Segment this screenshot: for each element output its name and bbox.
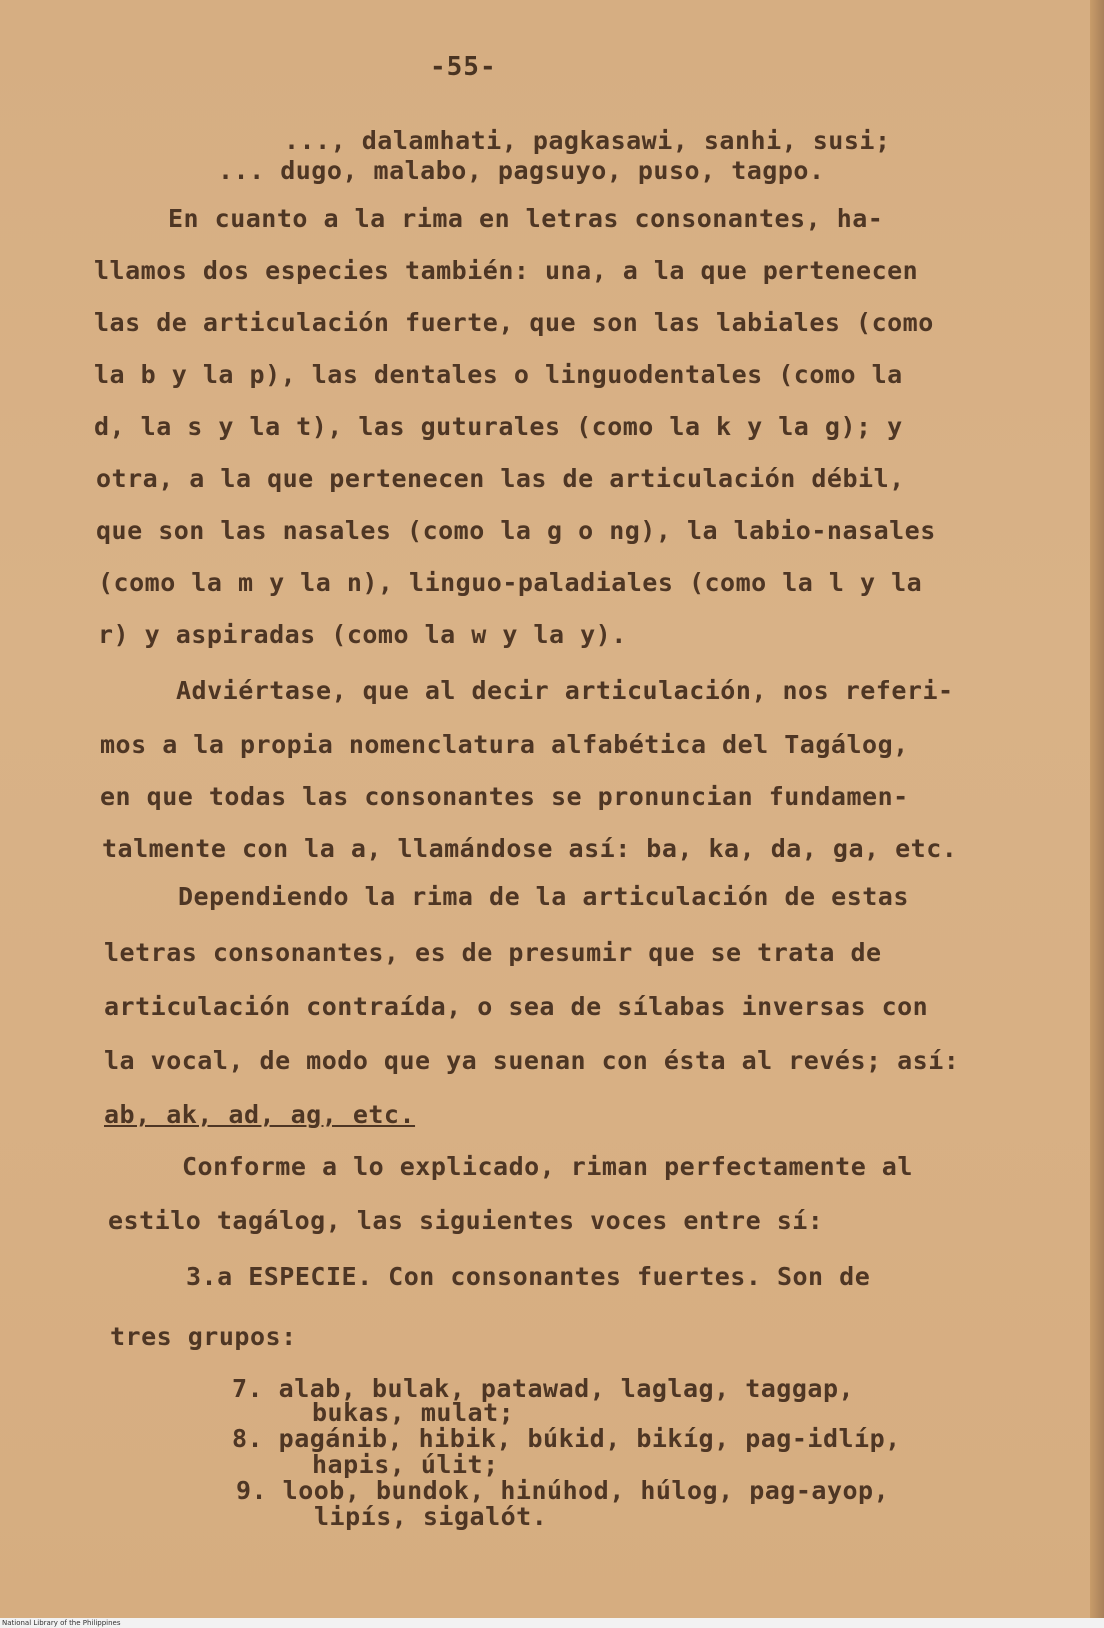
list-item-continuation: bukas, mulat; [312,1398,515,1427]
text-line: talmente con la a, llamándose así: ba, ka, da, ga, etc. [102,834,958,863]
text-line: la b y la p), las dentales o linguodentales (como la [94,360,903,389]
text-line: ab, ak, ad, ag, etc. [104,1100,416,1129]
list-item: 7. alab, bulak, patawad, laglag, taggap, [232,1374,855,1403]
page-number: -55- [430,52,497,82]
list-item-continuation: hapis, úlit; [312,1450,499,1479]
text-line: 3.a ESPECIE. Con consonantes fuertes. Son de [186,1262,871,1291]
page-edge [1090,0,1104,1628]
text-line: que son las nasales (como la g o ng), la labio-nasales [96,516,936,545]
text-line: En cuanto a la rima en letras consonantes, ha- [168,204,884,233]
text-line: (como la m y la n), linguo-paladiales (como la l y la [98,568,923,597]
text-line: otra, a la que pertenecen las de articulación débil, [96,464,905,493]
text-line: ..., dalamhati, pagkasawi, sanhi, susi; [284,126,891,155]
list-item: 8. pagánib, hibik, búkid, bikíg, pag-idlíp, [232,1424,901,1453]
text-line: llamos dos especies también: una, a la que pertenecen [94,256,919,285]
footer-strip [0,1618,1104,1628]
list-item-continuation: lipís, sigalót. [314,1502,548,1531]
text-line: letras consonantes, es de presumir que se trata de [104,938,882,967]
text-line: Conforme a lo explicado, riman perfectamente al [182,1152,913,1181]
text-line: en que todas las consonantes se pronuncian fundamen- [100,782,909,811]
text-line: las de articulación fuerte, que son las labiales (como [94,308,934,337]
footer-credit: National Library of the Philippines [2,1619,121,1627]
text-line: mos a la propia nomenclatura alfabética del Tagálog, [100,730,909,759]
text-line: estilo tagálog, las siguientes voces entre sí: [108,1206,824,1235]
text-line: d, la s y la t), las guturales (como la k y la g); y [94,412,903,441]
text-line: Adviértase, que al decir articulación, nos referi- [176,676,954,705]
text-line: ... dugo, malabo, pagsuyo, puso, tagpo. [218,156,825,185]
text-line: articulación contraída, o sea de sílabas inversas con [104,992,929,1021]
text-line: Dependiendo la rima de la articulación de estas [178,882,909,911]
text-line: r) y aspiradas (como la w y la y). [98,620,627,649]
text-line: la vocal, de modo que ya suenan con ésta al revés; así: [104,1046,960,1075]
list-item: 9. loob, bundok, hinúhod, húlog, pag-ayop, [236,1476,890,1505]
text-line: tres grupos: [110,1322,297,1351]
